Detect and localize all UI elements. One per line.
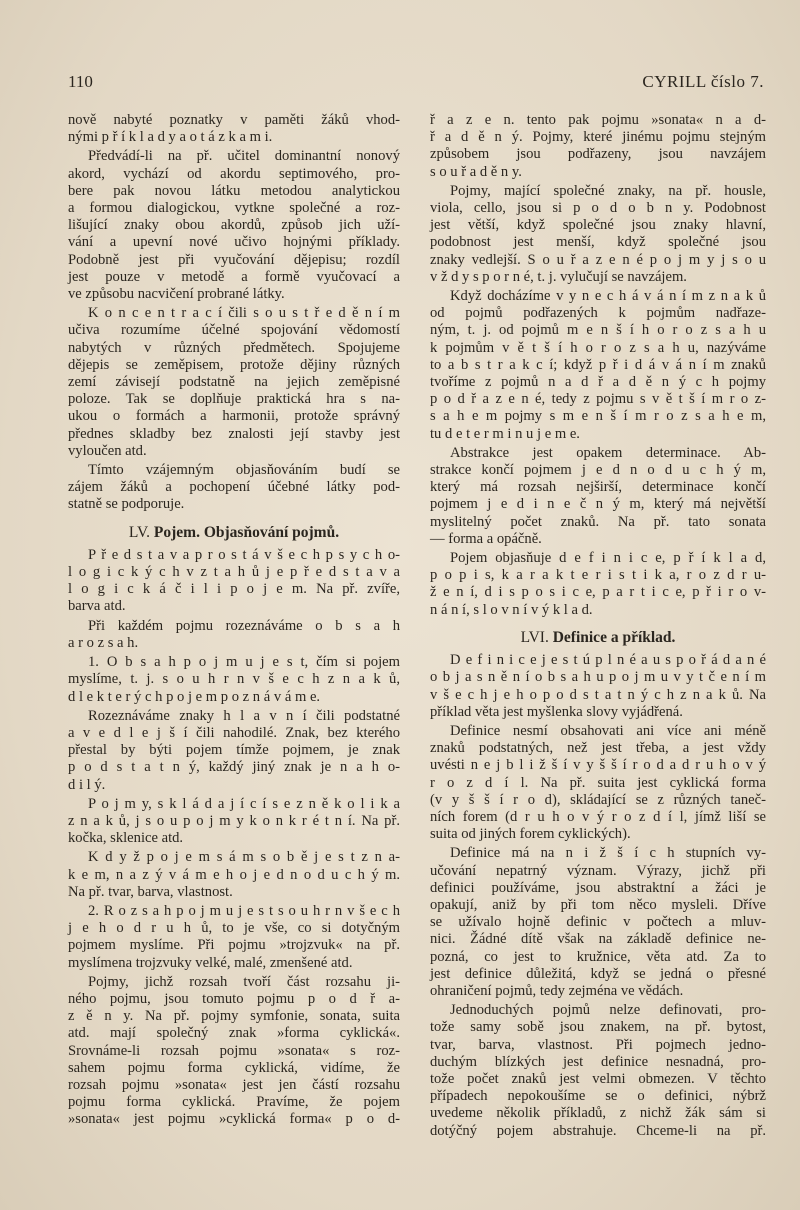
text-line: pozná, co jest to kružnice, věta atd. Za to: [430, 948, 766, 965]
text-line: pojmem j e d i n e č n ý m, který má největší: [430, 496, 766, 513]
text-line: p o p i s, k a r a k t e r i s t i k a, r o z d r u-: [430, 567, 766, 584]
text-line: atd. mají společný znak »forma cyklická«.: [68, 1025, 400, 1042]
text-line: kočka, sklenice atd.: [68, 830, 184, 847]
text-line: případech nepokoušíme se o definici, nýbrž: [430, 1088, 766, 1105]
text-line: Abstrakce jest opakem determinace. Ab-: [450, 444, 766, 461]
paragraph: [68, 305, 400, 460]
text-line: vání a upevní nové učivo hojnými příklady.: [68, 234, 400, 251]
paragraph: [68, 462, 400, 514]
text-line: jest větší, když společné jsou znaky hlavní,: [430, 217, 766, 234]
right-column: [430, 112, 766, 1142]
text-line: myslíme, t. j. s o u h r n v š e c h z n a k ů,: [68, 671, 400, 688]
text-line: z ě n y. Na př. pojmy symfonie, sonata, suita: [68, 1008, 400, 1025]
section-heading: [68, 524, 400, 541]
text-line: rozsah pojmu »sonata« jest jen částí rozsahu: [68, 1076, 400, 1093]
text-line: dotýčný pojem abstrahuje. Chceme-li na př.: [430, 1122, 766, 1139]
text-line: o b j a s n ě n í o b s a h u p o j m u v y t č e n í m: [430, 669, 766, 686]
paragraph: [68, 654, 400, 706]
text-line: znaky vedlejší. S o u ř a z e n é p o j m y j s o u: [430, 251, 766, 268]
text-line: v š e c h j e h o p o d s t a t n ý c h z n a k ů. Na: [430, 686, 766, 703]
text-line: Na př. tvar, barva, vlastnost.: [68, 883, 233, 900]
text-line: podobnost jest menší, když společné jsou: [430, 234, 766, 251]
text-line: tvar, barva, vlastnost. Při pojmech jedno-: [430, 1036, 766, 1053]
text-line: myslímena trojzvuky velké, malé, zmenšené atd.: [68, 954, 353, 971]
paragraph: [430, 112, 766, 181]
paragraph: [68, 849, 400, 901]
text-line: ve způsobu nacvičení probrané látky.: [68, 286, 285, 303]
text-line: Když docházíme v y n e c h á v á n í m z n a k ů: [450, 288, 766, 305]
text-line: Jednoduchých pojmů nelze definovati, pro-: [450, 1002, 766, 1019]
paragraph: [68, 708, 400, 794]
text-line: Pojem objasňuje d e f i n i c e, p ř í k l a d,: [450, 550, 766, 567]
text-line: znaků podstatných, než jest třeba, a jest vždy: [430, 740, 766, 757]
text-line: ohraničení pojmů, tedy zejména ve vědách.: [430, 982, 684, 999]
text-line: myslitelný počet znaků. Na př. tato sonata: [430, 513, 766, 530]
text-line: od pojmů podřazených k pojmům nadřaze-: [430, 305, 766, 322]
text-line: učiva rozumíme účelné spojování vědomostí: [68, 322, 400, 339]
text-line: (v y š š í r o d), skládající se z různých taneč-: [430, 791, 766, 808]
text-line: ukou o formách a harmonii, protože správný: [68, 408, 400, 425]
paragraph: [68, 148, 400, 303]
text-line: z n a k ů, j s o u p o j m y k o n k r é t n í. Na př.: [68, 812, 400, 829]
text-line: Při každém pojmu rozeznáváme o b s a h: [88, 617, 400, 634]
text-line: Předvádí-li na př. učitel dominantní nonový: [88, 148, 400, 165]
paragraph: [430, 445, 766, 548]
text-line: poloze. Tak se doplňuje praktická hra s na-: [68, 391, 400, 408]
text-line: přednes skladby bez znalosti její stavby jest: [68, 425, 400, 442]
text-line: způsobem jsou podřazeny, jsou navzájem: [430, 146, 766, 163]
text-line: D e f i n i c e j e s t ú p l n é a u s p o ř á d a n é: [450, 652, 766, 669]
text-line: uvésti n e j b l i ž š í v y š š í r o d a d r u h o v ý: [430, 757, 766, 774]
text-line: zájem žáků a pochopení účebné látky pod-: [68, 479, 400, 496]
text-line: s a h e m pojmy s m e n š í m r o z s a h e m,: [430, 408, 766, 425]
text-line: Definice má na n i ž š í c h stupních vy-: [450, 845, 766, 862]
text-line: nici. Žádné dítě však na základě definice ne-: [430, 931, 766, 948]
text-line: pojmem myslíme. Při pojmu »trojzvuk« na př.: [68, 937, 400, 954]
section-number: LV.: [128, 523, 151, 541]
text-line: v ž d y s p o r n é, t. j. vylučují se navzájem.: [430, 268, 687, 285]
text-line: učování nepatrný význam. Výrazy, jichž při: [430, 862, 766, 879]
text-line: ného pojmu, jsou tomuto pojmu p o d ř a-: [68, 990, 400, 1007]
paragraph: [430, 183, 766, 286]
paragraph: [68, 903, 400, 972]
text-line: Podobně jest při vyučování dějepisu; rozdíl: [68, 251, 400, 268]
text-line: l o g i c k á č i l i p o j e m. Na př. zvíře,: [68, 581, 400, 598]
text-line: opakují, aniž by při tom něco mysleli. Dříve: [430, 896, 766, 913]
text-line: 1. O b s a h p o j m u j e s t, čím si pojem: [88, 654, 400, 671]
text-line: nově nabyté poznatky v paměti žáků vhod-: [68, 112, 400, 128]
paragraph: [68, 796, 400, 848]
text-line: j e h o d r u h ů, to je vše, co si dotyčným: [68, 920, 400, 937]
running-head: CYRILL číslo 7.: [642, 72, 764, 91]
text-line: duchým blízkých jest definice nesnadná, pro-: [430, 1053, 766, 1070]
text-line: definici používáme, jsou abstraktní a žáci je: [430, 879, 766, 896]
section-title: Definice a příklad.: [552, 628, 676, 646]
text-line: n á n í, s l o v n í v ý k l a d.: [430, 601, 593, 618]
text-line: k e m, n a z ý v á m e h o j e d n o d u c h ý m.: [68, 866, 400, 883]
paragraph: [430, 723, 766, 843]
text-line: P o j m y, s k l á d a j í c í s e z n ě k o l i k a: [88, 795, 400, 812]
text-line: který má rozsah nejširší, determinace končí: [430, 479, 766, 496]
text-line: l o g i c k ý c h v z t a h ů j e p ř e d s t a v a: [68, 564, 400, 581]
text-line: bere pak novou látku metodou analytickou: [68, 182, 400, 199]
text-line: dějepis se zeměpisem, protože dějiny různých: [68, 356, 400, 373]
text-line: přestal by býti pojem tímže pojmem, je znak: [68, 742, 400, 759]
text-line: nými p ř í k l a d y a o t á z k a m i.: [68, 129, 273, 146]
paragraph: [68, 974, 400, 1129]
text-line: P ř e d s t a v a p r o s t á v š e c h p s y c h o-: [88, 546, 400, 563]
paragraph: [430, 652, 766, 721]
section-title: Pojem. Objasňování pojmů.: [153, 523, 340, 541]
text-line: p o d ř a z e n é, tedy z pojmu s v ě t š í m r o z-: [430, 391, 766, 408]
text-line: ž e n í, d i s p o s i c e, p a r t i c e, p ř i r o v-: [430, 584, 766, 601]
text-line: ních forem (d r u h o v ý r o z d í l, jímž liší se: [430, 808, 766, 825]
text-line: vyloučen atd.: [68, 442, 147, 459]
text-line: uvedeme několik příkladů, z nichž žák sám si: [430, 1105, 766, 1122]
text-line: Pojmy, mající společné znaky, na př. housle,: [450, 182, 766, 199]
section-heading: [430, 629, 766, 646]
text-line: ným, t. j. od pojmů m e n š í h o r o z s a h u: [430, 322, 766, 339]
text-line: K d y ž p o j e m s á m s o b ě j e s t z n a-: [88, 849, 400, 866]
text-line: k pojmům v ě t š í h o r o z s a h u, nazýváme: [430, 339, 766, 356]
text-line: příklad věta jest myšlenka slovy vyjádřená.: [430, 703, 683, 720]
text-line: p o d s t a t n ý, každý jiný znak je n a h o-: [68, 759, 400, 776]
text-line: suita od jiných forem cyklických).: [430, 826, 631, 843]
paragraph: [430, 1002, 766, 1140]
text-line: K o n c e n t r a c í čili s o u s t ř e d ě n í m: [88, 305, 400, 322]
text-line: strakce končí pojmem j e d n o d u c h ý m,: [430, 462, 766, 479]
text-line: d l e k t e r ý c h p o j e m p o z n á v á m e.: [68, 688, 321, 705]
text-line: Pojmy, jichž rozsah tvoří část rozsahu ji-: [88, 973, 400, 990]
text-line: a r o z s a h.: [68, 634, 139, 651]
text-line: tvoříme z pojmů n a d ř a d ě n ý c h pojmy: [430, 374, 766, 391]
paragraph: [68, 112, 400, 146]
text-line: pojmu forma cyklická. Pravíme, že pojem: [68, 1094, 400, 1111]
left-column: [68, 112, 400, 1131]
text-line: tu d e t e r m i n u j e m e.: [430, 425, 580, 442]
paragraph: [430, 550, 766, 619]
text-line: — forma a opáčně.: [430, 530, 542, 547]
text-line: zemí závisejí podstatně na jejich zeměpisné: [68, 374, 400, 391]
text-line: s o u ř a d ě n y.: [430, 163, 522, 180]
text-line: jest definice důležitá, když se jedná o přesné: [430, 965, 766, 982]
text-line: a formou dialogickou, vytkne společné a roz-: [68, 200, 400, 217]
text-line: ř a z e n. tento pak pojmu »sonata« n a d-: [430, 112, 766, 128]
text-line: barva atd.: [68, 598, 126, 615]
paragraph: [430, 288, 766, 443]
paragraph: [430, 845, 766, 1000]
text-line: statně se podporuje.: [68, 496, 185, 513]
text-line: d i l ý.: [68, 776, 106, 793]
text-line: »sonata« jest pojmu »cyklická forma« p o d-: [68, 1111, 400, 1128]
text-line: Srovnáme-li rozsah pojmu »sonata« s roz-: [68, 1042, 400, 1059]
text-line: akord, vychází od akordu septimového, pro-: [68, 165, 400, 182]
text-line: jest pouze v metodě a formě vyučovací a: [68, 268, 400, 285]
paragraph: [68, 547, 400, 616]
text-line: a v e d l e j š í čili nahodilé. Znak, bez kterého: [68, 724, 400, 741]
text-line: Definice nesmí obsahovati ani více ani méně: [450, 722, 766, 739]
text-line: viola, cello, jsou si p o d o b n y. Podobnost: [430, 200, 766, 217]
section-number: LVI.: [520, 628, 549, 646]
text-line: sahem pojmu forma cyklická, vidíme, že: [68, 1059, 400, 1076]
page-number: 110: [68, 72, 93, 91]
text-line: 2. R o z s a h p o j m u j e s t s o u h r n v š e c h: [88, 902, 400, 919]
text-line: r o z d í l. Na př. suita jest cyklická forma: [430, 774, 766, 791]
text-line: tože počet znaků jest velmi obmezen. V těchto: [430, 1070, 766, 1087]
text-line: Rozeznáváme znaky h l a v n í čili podstatné: [88, 707, 400, 724]
text-line: tože samy sobě jsou znakem, na př. bytost,: [430, 1019, 766, 1036]
paragraph: [68, 618, 400, 652]
text-line: to a b s t r a k c í; když p ř i d á v á n í m znaků: [430, 356, 766, 373]
text-line: Tímto vzájemným objasňováním budí se: [88, 462, 400, 479]
text-line: se užívalo hojně definic v počtech a mluv-: [430, 914, 766, 931]
text-line: ř a d ě n ý. Pojmy, které jinému pojmu stejným: [430, 129, 766, 146]
text-line: lišující znaky obou akordů, způsob jich uží-: [68, 217, 400, 234]
text-line: nabytých v různých předmětech. Spojujeme: [68, 339, 400, 356]
